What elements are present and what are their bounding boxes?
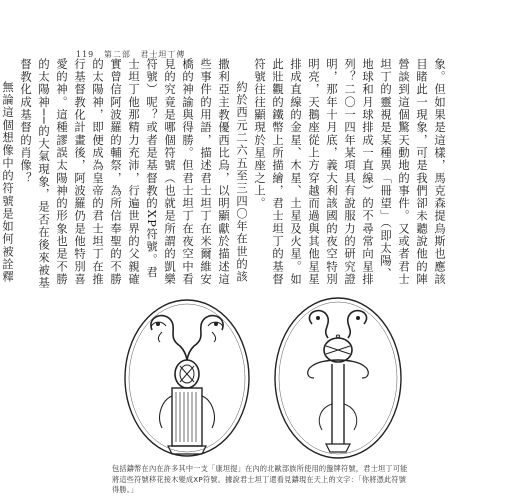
paragraph-1: 象。但如果是這樣，馬克森提烏斯也應該目睹此一現象，可是我們卻未聽說他的陣營談到這個驚天動地的事件。又或者君士坦丁的靈視是某種異「冊望」（即太陽、地球和月球排成一直線）的不尋常向星排列？二〇一四年某項具有說服力的研究證明，那年十月底，義大利該國的夜空特別明亮，天鵝座從上方穿越而過與其他星星排成直線的金星、木星、土星及火星。如此壯觀的鐵幣上所描繪，君士坦丁的基督符號往往顯現於星座之上。 (253, 58, 446, 286)
running-title: 君士坦丁傳 (140, 50, 186, 59)
paragraph-2: 約於西元二六五至三四〇年在世的該撒利亞主教優西比烏，以明顯獻於描述這些事件的用語，描述君士坦丁在米爾維安橋的神諭與得勝。但君士坦丁在夜空中看見的究竟是哪個符號（也就是所謂的凱樂符號）呢？或者是基督教的XP符號。君士坦丁他那精力充沛，行遍世界的父親確實曾信阿波羅的輔祭，為所信奉聖的不勝的太陽神，即便成為皇帝的君士坦丁在推行基督教化計畫後，阿波羅仍是他特別喜愛的神。這種謬誤太陽神的形象也是不勝的太陽神──的大氣現象，是否在後來被基督教化成基督的肖像？ (19, 58, 248, 290)
right-coin-emblem (272, 294, 404, 464)
left-coin-emblem (122, 296, 252, 464)
chapter-label: 第二部 (103, 50, 131, 59)
paragraph-3: 無論這個想像中的符號是如何被詮釋 (1, 80, 14, 283)
body-text (1, 58, 448, 290)
figure-area (112, 290, 412, 470)
page-number: 119 (76, 50, 95, 59)
figure-caption: 包括鑄幣在內在許多其中一支「康坦提」在內的北歐部族所使用的盤牌符號，君士坦丁可能將這些符號移花接木變成XP符號。據說君士坦丁還看見鑄現在天上的文字：「你將憑此符號得勝。」 (112, 464, 408, 494)
